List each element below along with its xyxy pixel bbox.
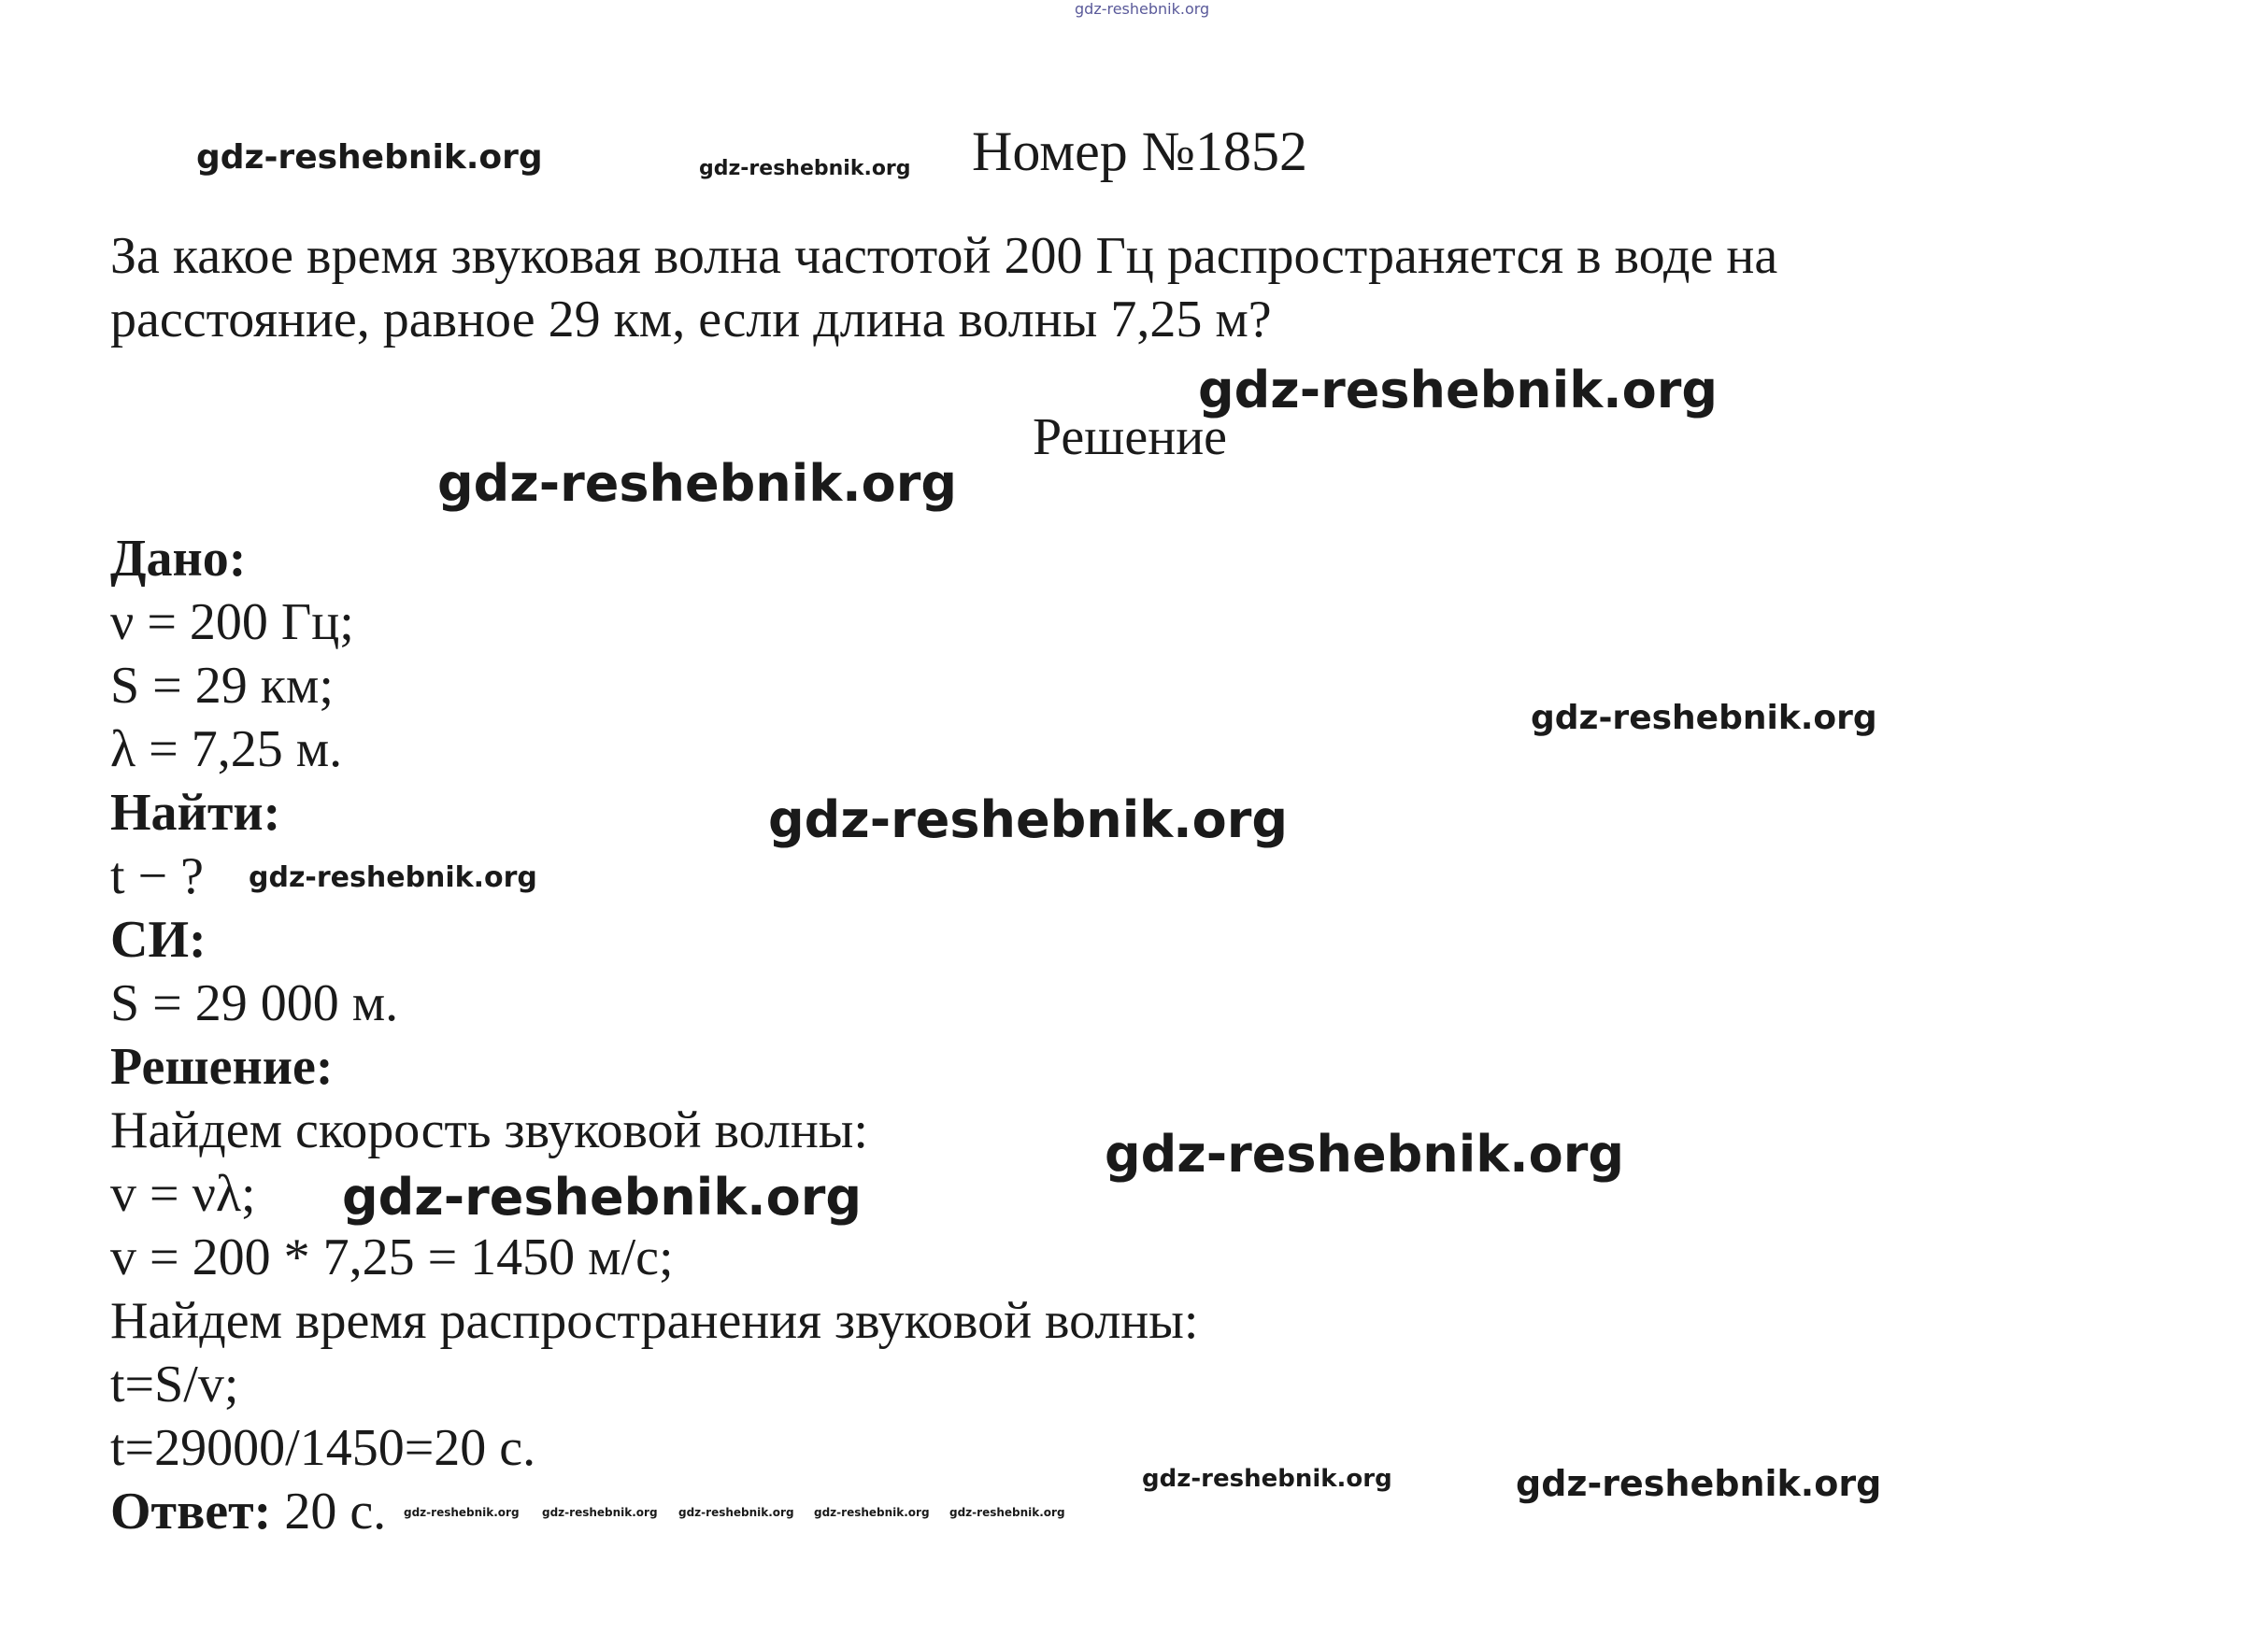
find-heading: Найти: [110,784,281,842]
solution-line: v = νλ; [110,1165,256,1223]
si-heading: СИ: [110,911,207,969]
watermark: gdz-reshebnik.org [437,454,958,513]
solution-line: t=29000/1450=20 с. [110,1419,536,1477]
si-item: S = 29 000 м. [110,974,399,1032]
solution-line: Найдем время распространения звуковой волны: [110,1292,1199,1350]
problem-line-2: расстояние, равное 29 км, если длина волны 7,25 м? [110,291,1272,348]
find-item: t − ? [110,847,204,905]
watermark: gdz-reshebnik.org [1531,699,1877,737]
given-item-lambda: λ = 7,25 м. [110,720,343,778]
answer-line [110,1480,386,1543]
watermark: gdz-reshebnik.org [699,157,911,180]
header-watermark: gdz-reshebnik.org [1075,0,1210,18]
watermark: gdz-reshebnik.org [949,1506,1065,1519]
solution-line: t=S/v; [110,1356,239,1413]
watermark: gdz-reshebnik.org [249,861,537,894]
watermark: gdz-reshebnik.org [1198,361,1719,419]
watermark: gdz-reshebnik.org [1142,1465,1392,1493]
given-item-nu: ν = 200 Гц; [110,593,354,651]
solution-heading: Решение: [110,1038,334,1096]
section-title: Решение [1033,408,1228,466]
watermark: gdz-reshebnik.org [814,1506,930,1519]
watermark: gdz-reshebnik.org [1105,1125,1625,1184]
solution-line: v = 200 * 7,25 = 1450 м/с; [110,1228,674,1286]
watermark: gdz-reshebnik.org [1516,1463,1882,1504]
answer-label: Ответ: [110,1483,272,1541]
answer-value: 20 с. [284,1483,387,1541]
solution-line: Найдем скорость звуковой волны: [110,1101,868,1159]
watermark: gdz-reshebnik.org [404,1506,520,1519]
watermark: gdz-reshebnik.org [196,138,543,177]
watermark: gdz-reshebnik.org [678,1506,794,1519]
given-heading: Дано: [110,530,247,588]
problem-line-1: За какое время звуковая волна частотой 200 Гц распространяется в воде на [110,227,1778,285]
page-title: Номер №1852 [972,121,1308,182]
watermark: gdz-reshebnik.org [768,790,1289,849]
watermark: gdz-reshebnik.org [342,1168,863,1227]
given-item-s: S = 29 км; [110,657,334,715]
watermark: gdz-reshebnik.org [542,1506,658,1519]
